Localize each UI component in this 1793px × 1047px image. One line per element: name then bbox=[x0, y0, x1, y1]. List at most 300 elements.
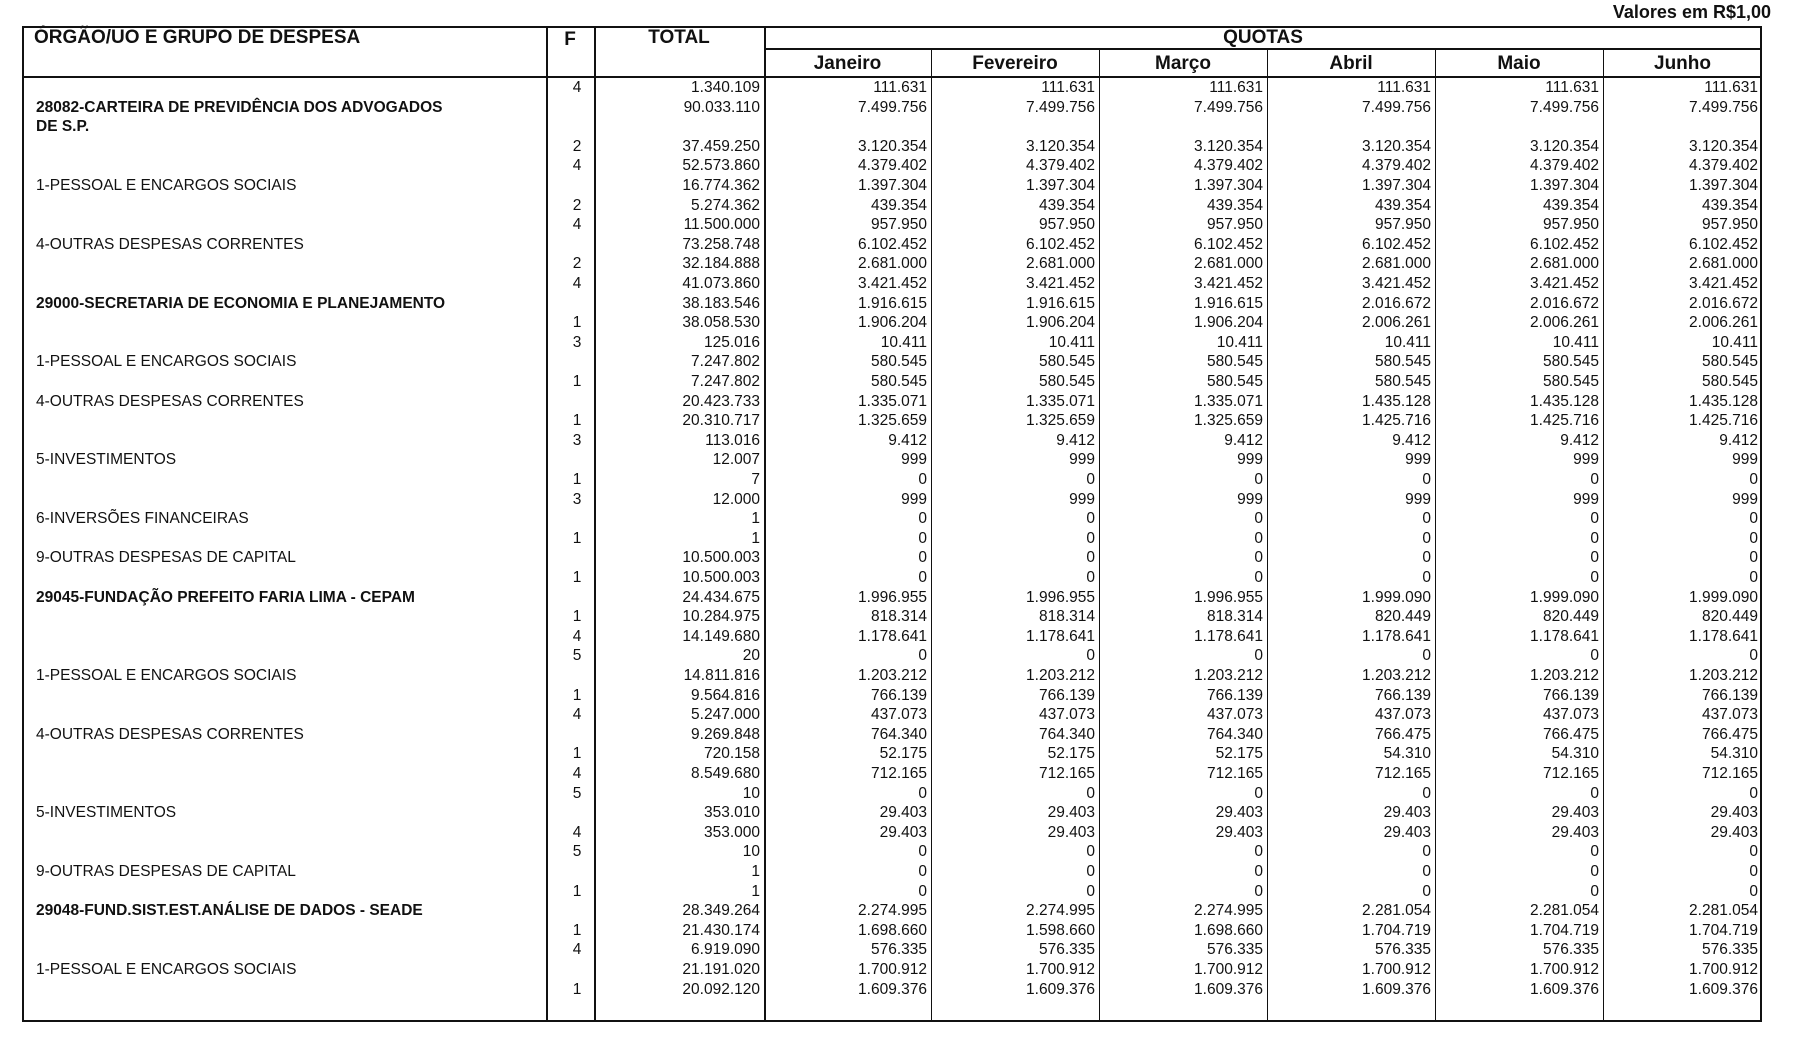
header-quotas: QUOTAS bbox=[1223, 27, 1303, 48]
row-total: 5.274.362 bbox=[691, 196, 760, 214]
table-row bbox=[22, 431, 1762, 451]
row-total: 1 bbox=[751, 529, 760, 547]
row-quota-abril: 1.397.304 bbox=[1362, 177, 1431, 194]
row-quota-abril: 766.475 bbox=[1374, 725, 1431, 743]
row-quota-junho: 2.016.672 bbox=[1689, 294, 1758, 312]
row-quota-marco: 9.412 bbox=[1224, 431, 1263, 449]
row-total: 10.284.975 bbox=[682, 608, 760, 626]
row-quota-fevereiro: 0 bbox=[1086, 471, 1095, 488]
table-row bbox=[22, 333, 1762, 353]
row-quota-maio: 437.073 bbox=[1542, 706, 1599, 724]
header-month-fevereiro: Fevereiro bbox=[972, 53, 1058, 74]
row-description: 1-PESSOAL E ENCARGOS SOCIAIS bbox=[36, 353, 297, 371]
row-total: 11.500.000 bbox=[683, 216, 760, 234]
row-fonte: 1 bbox=[572, 471, 582, 488]
row-total: 14.811.816 bbox=[683, 667, 760, 684]
header-month-janeiro: Janeiro bbox=[813, 53, 882, 74]
row-quota-janeiro: 0 bbox=[918, 863, 927, 880]
row-total: 16.774.362 bbox=[682, 177, 760, 194]
row-quota-fevereiro: 766.139 bbox=[1038, 686, 1095, 704]
row-total: 24.434.675 bbox=[682, 588, 760, 606]
row-fonte: 4 bbox=[572, 706, 582, 724]
row-quota-janeiro: 1.203.212 bbox=[858, 667, 927, 684]
row-quota-janeiro: 1.996.955 bbox=[858, 588, 927, 606]
row-quota-marco: 764.340 bbox=[1206, 725, 1263, 743]
row-quota-junho: 111.631 bbox=[1704, 79, 1758, 96]
row-quota-abril: 2.016.672 bbox=[1362, 294, 1431, 312]
row-quota-janeiro: 0 bbox=[918, 784, 927, 802]
row-fonte: 1 bbox=[572, 608, 582, 626]
row-quota-marco: 2.681.000 bbox=[1194, 255, 1263, 273]
row-quota-abril: 957.950 bbox=[1374, 216, 1431, 234]
row-total: 9.269.848 bbox=[691, 725, 760, 743]
row-fonte: 3 bbox=[572, 333, 582, 351]
row-quota-fevereiro: 52.175 bbox=[1047, 745, 1095, 763]
row-quota-fevereiro: 111.631 bbox=[1041, 79, 1095, 96]
row-quota-abril: 0 bbox=[1422, 471, 1431, 488]
header-month-abril: Abril bbox=[1329, 53, 1373, 74]
row-quota-junho: 0 bbox=[1749, 569, 1758, 586]
table-row bbox=[22, 411, 1762, 431]
row-total: 7.247.802 bbox=[691, 373, 760, 390]
row-quota-marco: 4.379.402 bbox=[1194, 157, 1263, 175]
row-quota-fevereiro: 580.545 bbox=[1038, 353, 1095, 371]
table-row bbox=[22, 803, 1762, 823]
row-quota-marco: 2.274.995 bbox=[1194, 902, 1263, 920]
row-quota-fevereiro: 0 bbox=[1086, 569, 1095, 586]
row-quota-junho: 1.203.212 bbox=[1689, 667, 1758, 684]
table-row bbox=[22, 607, 1762, 627]
header-month-junho: Junho bbox=[1654, 53, 1711, 74]
row-quota-marco: 0 bbox=[1254, 510, 1263, 528]
row-quota-fevereiro: 29.403 bbox=[1047, 804, 1095, 822]
row-quota-abril: 1.203.212 bbox=[1362, 667, 1431, 684]
row-quota-fevereiro: 437.073 bbox=[1038, 706, 1095, 724]
row-quota-marco: 1.698.660 bbox=[1194, 921, 1263, 939]
row-quota-junho: 9.412 bbox=[1719, 431, 1758, 449]
row-quota-janeiro: 3.421.452 bbox=[858, 275, 927, 292]
row-quota-fevereiro: 4.379.402 bbox=[1026, 157, 1095, 175]
row-quota-marco: 766.139 bbox=[1206, 686, 1263, 704]
row-quota-abril: 1.700.912 bbox=[1362, 961, 1431, 978]
row-quota-abril: 437.073 bbox=[1374, 706, 1431, 724]
row-quota-maio: 0 bbox=[1590, 549, 1599, 567]
row-quota-abril: 6.102.452 bbox=[1362, 235, 1431, 253]
table-row bbox=[22, 980, 1762, 1000]
row-quota-marco: 29.403 bbox=[1215, 804, 1263, 822]
row-quota-janeiro: 111.631 bbox=[873, 79, 927, 96]
row-quota-maio: 3.120.354 bbox=[1530, 137, 1599, 155]
row-quota-junho: 3.421.452 bbox=[1689, 275, 1758, 292]
row-quota-junho: 1.178.641 bbox=[1689, 627, 1758, 645]
row-quota-marco: 439.354 bbox=[1206, 196, 1263, 214]
row-quota-maio: 0 bbox=[1590, 569, 1599, 586]
row-quota-abril: 1.425.716 bbox=[1362, 412, 1431, 430]
row-quota-abril: 0 bbox=[1422, 863, 1431, 880]
row-quota-abril: 2.681.000 bbox=[1362, 255, 1431, 273]
row-quota-abril: 54.310 bbox=[1383, 745, 1431, 763]
row-quota-abril: 1.609.376 bbox=[1362, 980, 1431, 998]
row-fonte: 4 bbox=[572, 765, 582, 782]
table-row bbox=[22, 490, 1762, 510]
row-quota-maio: 2.681.000 bbox=[1530, 255, 1599, 273]
row-quota-abril: 0 bbox=[1422, 569, 1431, 586]
row-total: 9.564.816 bbox=[691, 686, 760, 704]
table-row bbox=[22, 137, 1762, 157]
row-quota-marco: 1.700.912 bbox=[1194, 961, 1263, 978]
table-row bbox=[22, 784, 1762, 804]
row-total: 21.191.020 bbox=[682, 961, 760, 978]
row-fonte: 2 bbox=[572, 196, 582, 214]
row-quota-fevereiro: 999 bbox=[1069, 490, 1095, 508]
row-description: 5-INVESTIMENTOS bbox=[36, 451, 177, 469]
row-quota-junho: 766.139 bbox=[1701, 686, 1758, 704]
row-quota-junho: 712.165 bbox=[1701, 765, 1758, 782]
table-row bbox=[22, 176, 1762, 196]
table-row bbox=[22, 960, 1762, 980]
row-fonte: 5 bbox=[572, 647, 582, 665]
row-description: 29048-FUND.SIST.EST.ANÁLISE DE DADOS - SEADE bbox=[36, 902, 423, 920]
row-quota-janeiro: 2.274.995 bbox=[858, 902, 927, 920]
row-quota-fevereiro: 9.412 bbox=[1056, 431, 1095, 449]
table-row bbox=[22, 117, 1762, 137]
row-quota-abril: 0 bbox=[1422, 549, 1431, 567]
row-quota-marco: 580.545 bbox=[1206, 373, 1263, 390]
row-quota-abril: 0 bbox=[1422, 529, 1431, 547]
row-quota-junho: 766.475 bbox=[1701, 725, 1758, 743]
row-quota-fevereiro: 1.700.912 bbox=[1026, 961, 1095, 978]
row-quota-maio: 957.950 bbox=[1542, 216, 1599, 234]
row-quota-abril: 0 bbox=[1422, 647, 1431, 665]
row-quota-marco: 437.073 bbox=[1206, 706, 1263, 724]
row-quota-fevereiro: 1.609.376 bbox=[1026, 980, 1095, 998]
row-quota-fevereiro: 3.120.354 bbox=[1026, 137, 1095, 155]
row-quota-junho: 1.999.090 bbox=[1689, 588, 1758, 606]
row-quota-marco: 1.178.641 bbox=[1194, 627, 1263, 645]
row-quota-marco: 999 bbox=[1237, 490, 1263, 508]
row-fonte: 3 bbox=[572, 431, 582, 449]
row-quota-abril: 1.435.128 bbox=[1362, 392, 1431, 410]
row-quota-maio: 2.006.261 bbox=[1530, 314, 1599, 332]
row-quota-junho: 0 bbox=[1749, 549, 1758, 567]
row-quota-maio: 0 bbox=[1590, 529, 1599, 547]
row-description: 1-PESSOAL E ENCARGOS SOCIAIS bbox=[36, 177, 297, 194]
row-quota-abril: 580.545 bbox=[1374, 373, 1431, 390]
row-quota-maio: 7.499.756 bbox=[1530, 98, 1599, 116]
table-row bbox=[22, 254, 1762, 274]
row-quota-fevereiro: 1.397.304 bbox=[1026, 177, 1095, 194]
row-quota-junho: 3.120.354 bbox=[1689, 137, 1758, 155]
row-quota-janeiro: 1.700.912 bbox=[858, 961, 927, 978]
row-fonte: 1 bbox=[572, 745, 582, 763]
row-quota-janeiro: 0 bbox=[918, 843, 927, 861]
table-row bbox=[22, 294, 1762, 314]
row-quota-janeiro: 29.403 bbox=[879, 823, 927, 841]
table-row bbox=[22, 686, 1762, 706]
row-description: 5-INVESTIMENTOS bbox=[36, 804, 177, 822]
table-row bbox=[22, 392, 1762, 412]
row-quota-fevereiro: 1.996.955 bbox=[1026, 588, 1095, 606]
row-quota-abril: 29.403 bbox=[1383, 823, 1431, 841]
row-quota-janeiro: 764.340 bbox=[870, 725, 927, 743]
row-quota-junho: 437.073 bbox=[1701, 706, 1758, 724]
header-month-marco: Março bbox=[1155, 53, 1211, 74]
row-quota-abril: 820.449 bbox=[1374, 608, 1431, 626]
row-quota-fevereiro: 1.178.641 bbox=[1026, 627, 1095, 645]
table-row bbox=[22, 921, 1762, 941]
row-quota-maio: 0 bbox=[1590, 863, 1599, 880]
row-quota-fevereiro: 580.545 bbox=[1038, 373, 1095, 390]
row-description: 1-PESSOAL E ENCARGOS SOCIAIS bbox=[36, 667, 297, 684]
row-quota-marco: 6.102.452 bbox=[1194, 235, 1263, 253]
row-total: 1 bbox=[751, 510, 760, 528]
row-fonte: 4 bbox=[572, 157, 582, 175]
header-month-maio: Maio bbox=[1497, 53, 1541, 74]
row-quota-maio: 0 bbox=[1590, 510, 1599, 528]
table-row bbox=[22, 901, 1762, 921]
row-total: 12.000 bbox=[712, 490, 760, 508]
table-row bbox=[22, 568, 1762, 588]
row-quota-junho: 29.403 bbox=[1710, 804, 1758, 822]
row-quota-janeiro: 29.403 bbox=[879, 804, 927, 822]
row-total: 20.092.120 bbox=[682, 980, 760, 998]
row-quota-fevereiro: 1.916.615 bbox=[1026, 294, 1095, 312]
row-fonte: 4 bbox=[572, 216, 582, 234]
row-quota-janeiro: 1.906.204 bbox=[858, 314, 927, 332]
row-fonte: 1 bbox=[572, 980, 582, 998]
table-row bbox=[22, 823, 1762, 843]
row-total: 90.033.110 bbox=[683, 98, 760, 116]
row-quota-marco: 0 bbox=[1254, 882, 1263, 900]
row-quota-marco: 1.906.204 bbox=[1194, 314, 1263, 332]
header-orgao: ÓRGÃO/UO E GRUPO DE DESPESA bbox=[34, 27, 361, 48]
row-quota-janeiro: 1.178.641 bbox=[858, 627, 927, 645]
row-total: 1 bbox=[751, 882, 760, 900]
row-quota-junho: 2.006.261 bbox=[1689, 314, 1758, 332]
table-row bbox=[22, 156, 1762, 176]
row-fonte: 1 bbox=[572, 882, 582, 900]
row-total: 28.349.264 bbox=[682, 902, 760, 920]
table-row bbox=[22, 450, 1762, 470]
row-quota-abril: 7.499.756 bbox=[1362, 98, 1431, 116]
row-quota-fevereiro: 0 bbox=[1086, 863, 1095, 880]
row-quota-junho: 576.335 bbox=[1701, 941, 1758, 959]
row-quota-abril: 3.120.354 bbox=[1362, 137, 1431, 155]
table-row bbox=[22, 313, 1762, 333]
row-quota-maio: 4.379.402 bbox=[1530, 157, 1599, 175]
row-quota-janeiro: 4.379.402 bbox=[858, 157, 927, 175]
row-quota-junho: 0 bbox=[1749, 510, 1758, 528]
row-quota-janeiro: 9.412 bbox=[888, 431, 927, 449]
row-quota-maio: 2.016.672 bbox=[1530, 294, 1599, 312]
row-fonte: 1 bbox=[572, 412, 582, 430]
row-quota-junho: 580.545 bbox=[1701, 353, 1758, 371]
row-quota-fevereiro: 818.314 bbox=[1038, 608, 1095, 626]
row-quota-marco: 0 bbox=[1254, 549, 1263, 567]
row-quota-maio: 9.412 bbox=[1560, 431, 1599, 449]
row-fonte: 1 bbox=[572, 569, 582, 586]
row-total: 1 bbox=[751, 863, 760, 880]
row-quota-janeiro: 999 bbox=[901, 451, 927, 469]
row-quota-junho: 820.449 bbox=[1701, 608, 1758, 626]
table-row bbox=[22, 882, 1762, 902]
row-quota-marco: 29.403 bbox=[1215, 823, 1263, 841]
row-quota-abril: 580.545 bbox=[1374, 353, 1431, 371]
row-quota-marco: 0 bbox=[1254, 843, 1263, 861]
row-description: 1-PESSOAL E ENCARGOS SOCIAIS bbox=[36, 961, 297, 978]
row-quota-maio: 0 bbox=[1590, 843, 1599, 861]
row-quota-fevereiro: 1.203.212 bbox=[1026, 667, 1095, 684]
row-quota-maio: 1.397.304 bbox=[1530, 177, 1599, 194]
row-quota-fevereiro: 999 bbox=[1069, 451, 1095, 469]
row-total: 6.919.090 bbox=[691, 941, 760, 959]
row-quota-junho: 0 bbox=[1749, 471, 1758, 488]
row-quota-junho: 2.681.000 bbox=[1689, 255, 1758, 273]
row-quota-fevereiro: 957.950 bbox=[1038, 216, 1095, 234]
row-total: 7 bbox=[751, 471, 760, 488]
units-label: Valores em R$1,00 bbox=[1612, 2, 1771, 22]
row-total: 10 bbox=[742, 784, 760, 802]
row-fonte: 4 bbox=[572, 79, 582, 96]
row-quota-maio: 29.403 bbox=[1551, 804, 1599, 822]
table-row bbox=[22, 764, 1762, 784]
row-fonte: 2 bbox=[572, 255, 582, 273]
row-quota-junho: 2.281.054 bbox=[1689, 902, 1758, 920]
row-quota-fevereiro: 0 bbox=[1086, 784, 1095, 802]
row-quota-fevereiro: 1.906.204 bbox=[1026, 314, 1095, 332]
row-quota-fevereiro: 7.499.756 bbox=[1026, 98, 1095, 116]
row-quota-fevereiro: 10.411 bbox=[1048, 333, 1095, 351]
row-fonte: 1 bbox=[572, 686, 582, 704]
row-quota-junho: 1.425.716 bbox=[1689, 412, 1758, 430]
row-quota-maio: 3.421.452 bbox=[1530, 275, 1599, 292]
row-quota-maio: 1.999.090 bbox=[1530, 588, 1599, 606]
row-quota-janeiro: 0 bbox=[918, 882, 927, 900]
row-description: 4-OUTRAS DESPESAS CORRENTES bbox=[36, 235, 304, 253]
row-quota-abril: 4.379.402 bbox=[1362, 157, 1431, 175]
row-total: 41.073.860 bbox=[682, 275, 760, 292]
row-quota-janeiro: 0 bbox=[918, 569, 927, 586]
row-quota-marco: 1.996.955 bbox=[1194, 588, 1263, 606]
row-total: 5.247.000 bbox=[691, 706, 760, 724]
row-quota-marco: 1.203.212 bbox=[1194, 667, 1263, 684]
row-fonte: 5 bbox=[572, 843, 582, 861]
row-quota-marco: 712.165 bbox=[1206, 765, 1263, 782]
row-description: 29045-FUNDAÇÃO PREFEITO FARIA LIMA - CEPAM bbox=[36, 588, 415, 606]
row-quota-abril: 1.704.719 bbox=[1362, 921, 1431, 939]
table-row bbox=[22, 78, 1762, 98]
row-fonte: 1 bbox=[572, 314, 582, 332]
row-quota-fevereiro: 576.335 bbox=[1038, 941, 1095, 959]
row-fonte: 1 bbox=[572, 921, 582, 939]
table-row bbox=[22, 352, 1762, 372]
row-total: 125.016 bbox=[703, 333, 760, 351]
row-quota-junho: 1.704.719 bbox=[1689, 921, 1758, 939]
row-quota-maio: 576.335 bbox=[1542, 941, 1599, 959]
row-quota-maio: 1.704.719 bbox=[1530, 921, 1599, 939]
row-quota-abril: 712.165 bbox=[1374, 765, 1431, 782]
row-description: 9-OUTRAS DESPESAS DE CAPITAL bbox=[36, 863, 296, 880]
row-total: 10.500.003 bbox=[682, 569, 760, 586]
row-quota-junho: 10.411 bbox=[1711, 333, 1758, 351]
row-quota-abril: 0 bbox=[1422, 882, 1431, 900]
row-quota-janeiro: 576.335 bbox=[870, 941, 927, 959]
table-row bbox=[22, 529, 1762, 549]
row-quota-janeiro: 1.397.304 bbox=[858, 177, 927, 194]
row-quota-fevereiro: 764.340 bbox=[1038, 725, 1095, 743]
row-quota-maio: 10.411 bbox=[1552, 333, 1599, 351]
row-quota-fevereiro: 1.335.071 bbox=[1026, 392, 1095, 410]
table-row bbox=[22, 588, 1762, 608]
row-quota-maio: 712.165 bbox=[1542, 765, 1599, 782]
row-quota-janeiro: 52.175 bbox=[879, 745, 927, 763]
row-quota-fevereiro: 0 bbox=[1086, 843, 1095, 861]
row-quota-junho: 0 bbox=[1749, 647, 1758, 665]
row-quota-maio: 1.700.912 bbox=[1530, 961, 1599, 978]
row-quota-janeiro: 580.545 bbox=[870, 373, 927, 390]
row-quota-abril: 29.403 bbox=[1383, 804, 1431, 822]
row-quota-marco: 3.421.452 bbox=[1194, 275, 1263, 292]
table-row bbox=[22, 196, 1762, 216]
row-total: 113.016 bbox=[705, 431, 760, 449]
row-total: 14.149.680 bbox=[682, 627, 760, 645]
row-quota-abril: 9.412 bbox=[1392, 431, 1431, 449]
row-total: 7.247.802 bbox=[691, 353, 760, 371]
table-row bbox=[22, 666, 1762, 686]
row-quota-fevereiro: 0 bbox=[1086, 882, 1095, 900]
row-quota-janeiro: 712.165 bbox=[870, 765, 927, 782]
table-row bbox=[22, 470, 1762, 490]
row-fonte: 2 bbox=[572, 137, 582, 155]
row-quota-janeiro: 1.609.376 bbox=[858, 980, 927, 998]
row-quota-maio: 766.475 bbox=[1542, 725, 1599, 743]
row-quota-abril: 3.421.452 bbox=[1362, 275, 1431, 292]
row-quota-fevereiro: 29.403 bbox=[1047, 823, 1095, 841]
table-row bbox=[22, 372, 1762, 392]
row-quota-marco: 7.499.756 bbox=[1194, 98, 1263, 116]
row-quota-janeiro: 1.698.660 bbox=[858, 921, 927, 939]
row-quota-maio: 6.102.452 bbox=[1530, 235, 1599, 253]
row-quota-janeiro: 0 bbox=[918, 471, 927, 488]
row-quota-fevereiro: 0 bbox=[1086, 529, 1095, 547]
row-description: 9-OUTRAS DESPESAS DE CAPITAL bbox=[36, 549, 296, 567]
row-total: 21.430.174 bbox=[682, 921, 760, 939]
row-quota-abril: 439.354 bbox=[1374, 196, 1431, 214]
row-total: 38.058.530 bbox=[682, 314, 760, 332]
row-quota-janeiro: 818.314 bbox=[870, 608, 927, 626]
row-quota-junho: 0 bbox=[1749, 784, 1758, 802]
row-quota-janeiro: 1.335.071 bbox=[858, 392, 927, 410]
table-row bbox=[22, 274, 1762, 294]
row-quota-junho: 0 bbox=[1749, 882, 1758, 900]
row-quota-marco: 0 bbox=[1254, 784, 1263, 802]
row-total: 353.010 bbox=[703, 804, 760, 822]
table-row bbox=[22, 627, 1762, 647]
row-quota-fevereiro: 2.681.000 bbox=[1026, 255, 1095, 273]
row-quota-fevereiro: 439.354 bbox=[1038, 196, 1095, 214]
row-quota-abril: 999 bbox=[1405, 490, 1431, 508]
table-row bbox=[22, 725, 1762, 745]
row-fonte: 5 bbox=[572, 784, 582, 802]
row-quota-marco: 0 bbox=[1254, 471, 1263, 488]
row-quota-junho: 0 bbox=[1749, 529, 1758, 547]
row-total: 10.500.003 bbox=[682, 549, 760, 567]
row-quota-junho: 6.102.452 bbox=[1689, 235, 1758, 253]
row-quota-marco: 1.335.071 bbox=[1194, 392, 1263, 410]
row-total: 20.423.733 bbox=[682, 392, 760, 410]
row-quota-janeiro: 999 bbox=[901, 490, 927, 508]
row-quota-junho: 999 bbox=[1732, 490, 1758, 508]
